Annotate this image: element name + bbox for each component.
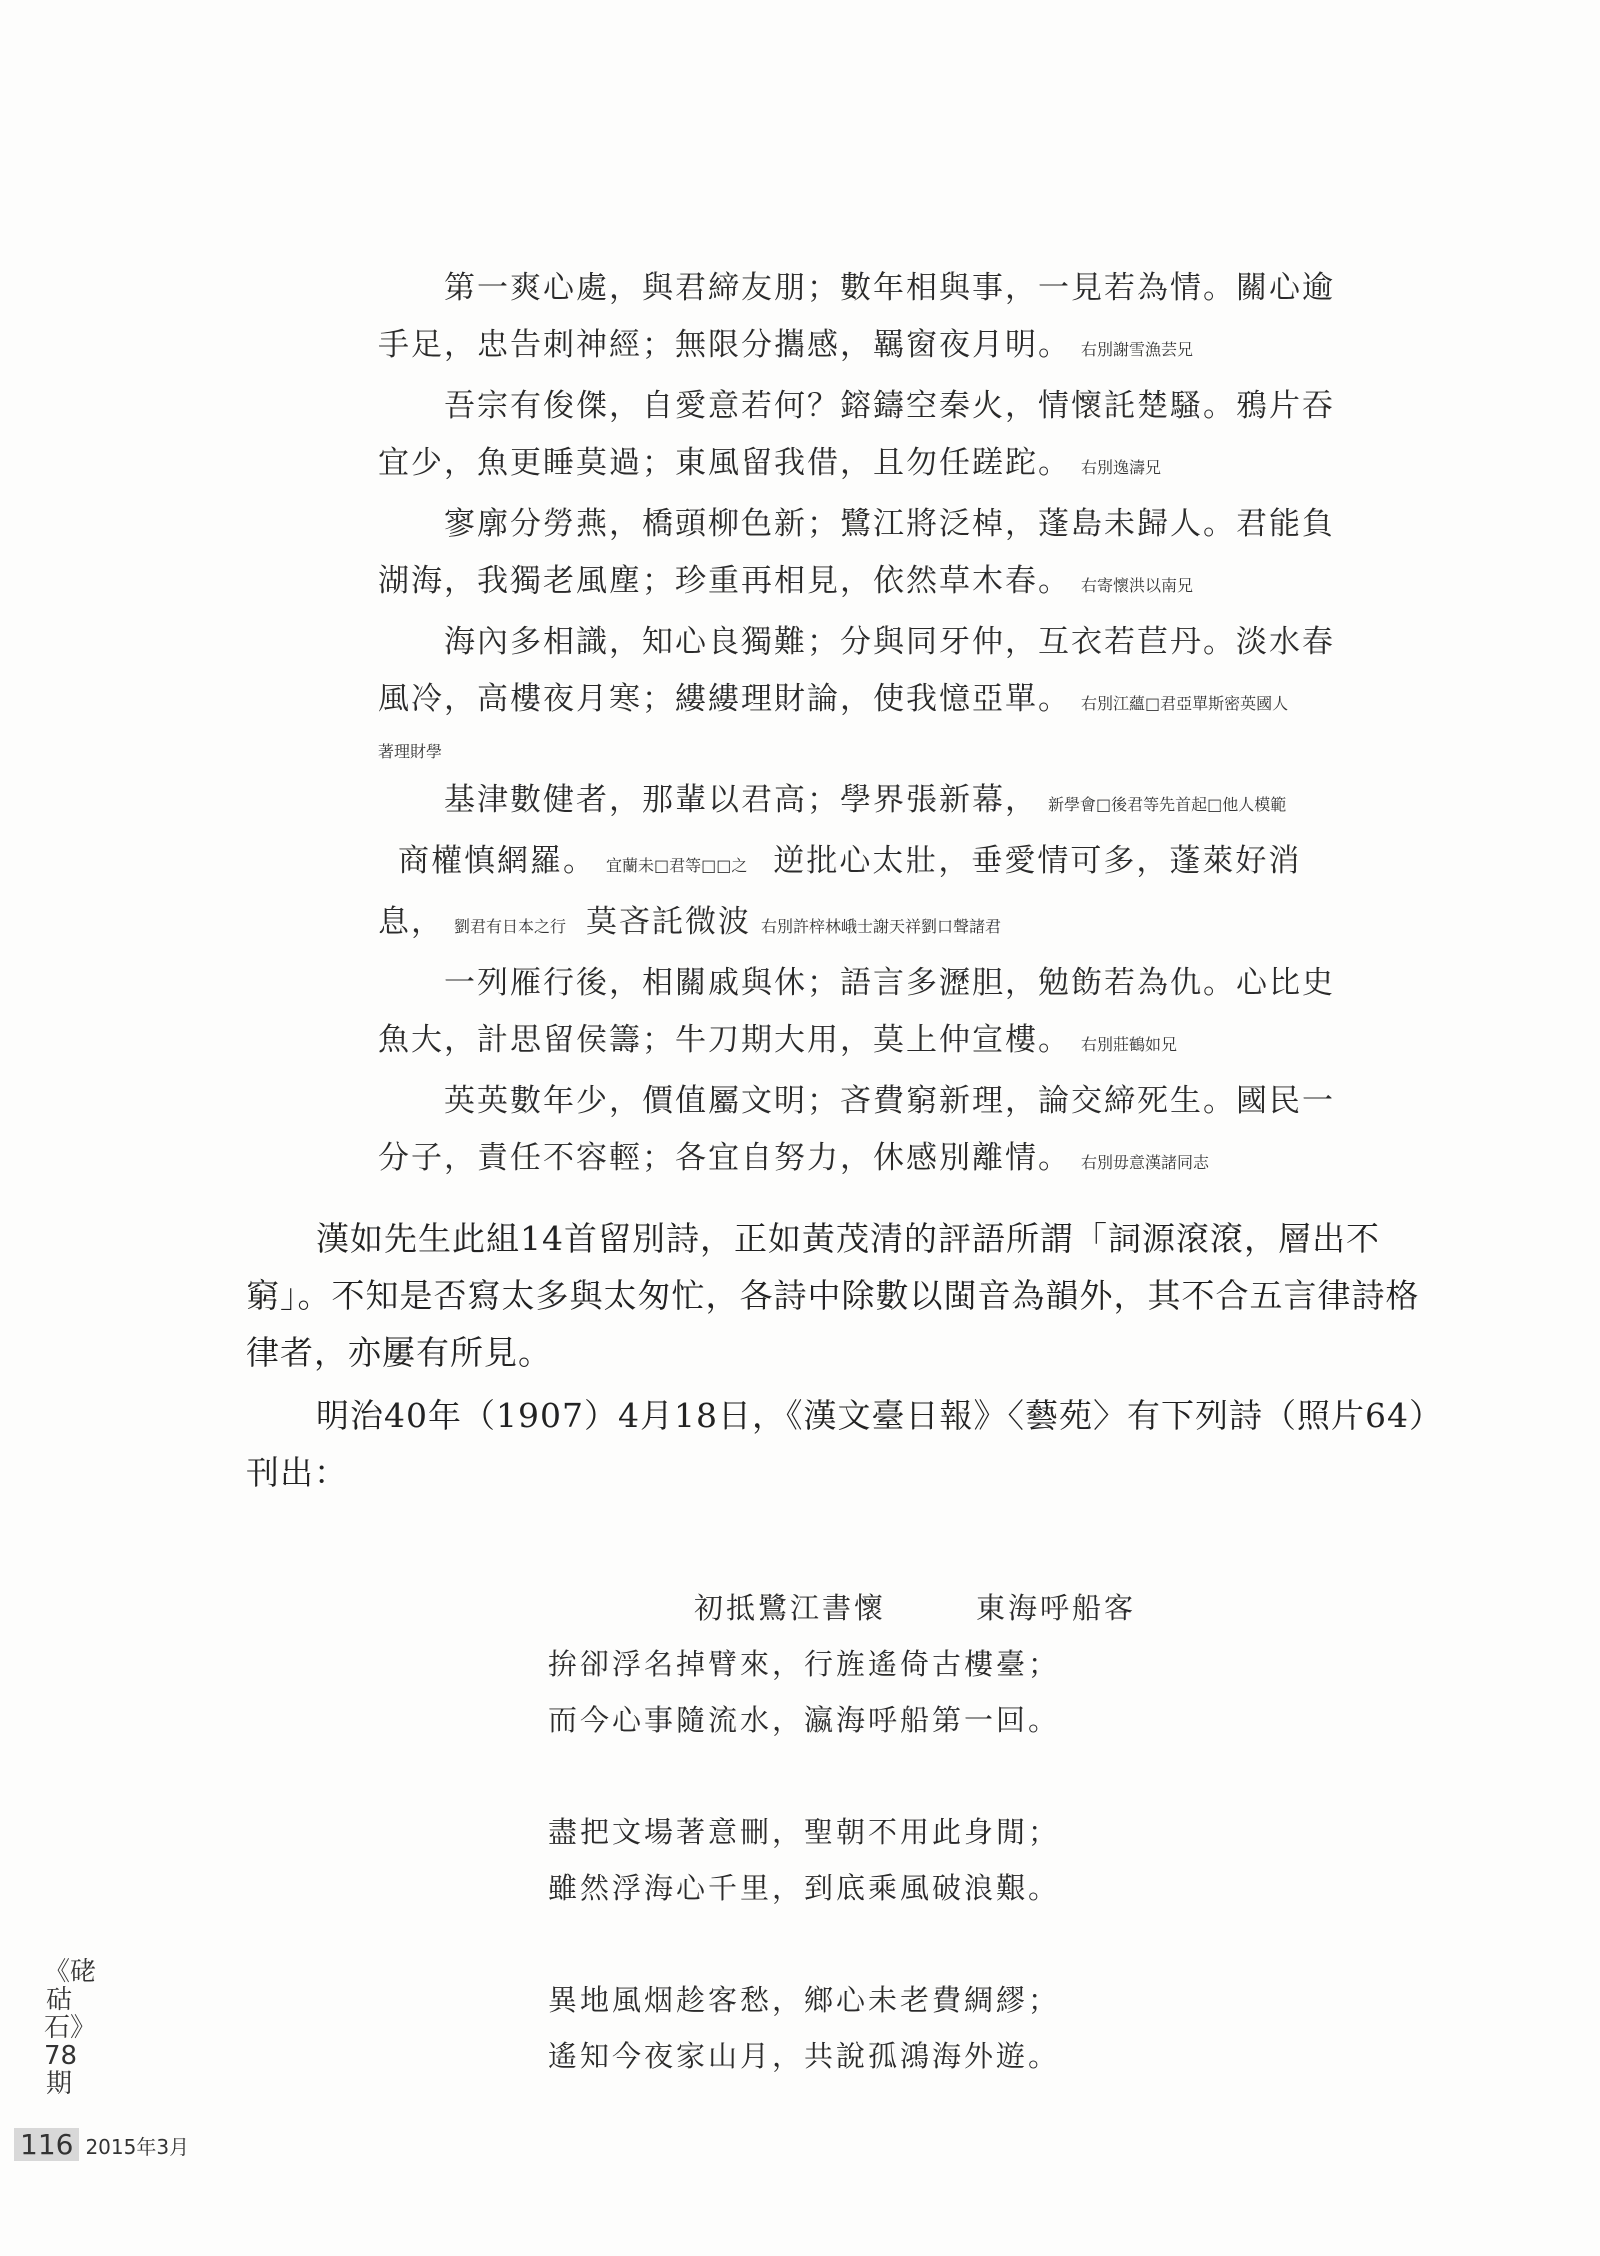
poem-line: 第一爽心處，與君締友朋；數年相與事，一見若為情。關心逾 [444,270,1335,306]
poem-line: 吾宗有俊傑，自愛意若何？鎔鑄空秦火，情懷託楚騷。鴉片吞 [444,388,1335,424]
poem-line: 魚大，計思留侯籌；牛刀期大用，莫上仲宣樓。 [378,1022,1071,1058]
poem-line: 基津數健者，那輩以君高；學界張新幕， [444,782,1038,818]
inline-note: 劉君有日本之行 [454,917,567,936]
poem-line: 商權慎網羅。 [398,843,596,879]
commentary [246,1210,1436,1507]
poem-1 [378,260,1438,378]
poem-line: 莫吝託微波 [586,904,752,940]
poem-note-continued: 著理財學 [378,742,443,761]
stanza [548,1636,1248,1748]
poem-2 [378,378,1438,496]
quoted-poem-author: 東海呼船客 [976,1591,1137,1625]
poem-5 [378,772,1438,955]
verse-line: 異地風烟趁客愁，鄉心未老費綢繆； [548,1983,1061,2017]
stanza [548,1972,1248,2084]
poem-section [378,260,1438,1191]
poem-line: 手足，忠告刺神經；無限分攜感，羈窗夜月明。 [378,327,1071,363]
commentary-paragraph: 明治40年（1907）4月18日，《漢文臺日報》〈藝苑〉有下列詩（照片64）刊出： [246,1396,1427,1492]
poem-note: 右別毋意漢諸同志 [1081,1153,1210,1172]
quoted-poem-heading [548,1580,1248,1636]
poem-3 [378,496,1438,614]
verse-line: 雖然浮海心千里，到底乘風破浪艱。 [548,1871,1061,1905]
poem-7 [378,1073,1438,1191]
poem-line: 分子，責任不容輕；各宜自努力，休感別離情。 [378,1140,1071,1176]
quoted-poem-title: 初抵鷺江書懷 [694,1591,887,1625]
poem-line: 逆批心太壯，垂愛情可多，蓬萊好消 [773,843,1302,879]
poem-note: 右別逸濤兄 [1081,458,1162,477]
verse-line: 盡把文場著意刪，聖朝不用此身閒； [548,1815,1061,1849]
stanza [548,1804,1248,1916]
page-number: 116 [14,2128,79,2161]
poem-6 [378,955,1438,1073]
journal-name-vertical: 《硓𥑮石》78期 [44,1957,97,2099]
issue-date: 2015年3月 [85,2135,190,2159]
poem-note: 右別謝雪漁芸兄 [1081,340,1194,359]
page-footer [14,2128,189,2161]
poem-line: 英英數年少，價值屬文明；吝費窮新理，論交締死生。國民一 [444,1083,1335,1119]
quoted-poem [548,1580,1248,2140]
commentary-paragraph: 漢如先生此組14首留別詩，正如黃茂清的評語所謂「詞源滾滾，層出不窮」。不知是否寫太多與太匆忙，各詩中除數以閩音為韻外，其不合五言律詩格律者，亦屢有所見。 [246,1219,1420,1372]
poem-note: 右別江蘊□君亞單斯密英國人 [1081,694,1289,713]
poem-line: 海內多相識，知心良獨難；分與同牙仲，互衣若苣丹。淡水春 [444,624,1335,660]
poem-line: 一列雁行後，相關戚與休；語言多瀝胆，勉飭若為仇。心比史 [444,965,1335,1001]
verse-line: 遙知今夜家山月，共說孤鴻海外遊。 [548,2039,1061,2073]
verse-line: 而今心事隨流水，瀛海呼船第一回。 [548,1703,1061,1737]
inline-note: 宜蘭未□君等□□之 [606,856,748,875]
poem-4 [378,614,1438,772]
poem-note: 右別許梓林峨士謝天祥劉口聲諸君 [761,917,1002,936]
inline-note: 新學會□後君等先首起□他人模範 [1048,795,1287,814]
verse-line: 拚卻浮名掉臂來，行旌遙倚古樓臺； [548,1647,1061,1681]
poem-note: 右別莊鶴如兄 [1081,1035,1178,1054]
poem-line: 風冷，高樓夜月寒；縷縷理財論，使我憶亞單。 [378,681,1071,717]
poem-note: 右寄懷洪以南兄 [1081,576,1194,595]
poem-line: 宜少，魚更睡莫過；東風留我借，且勿任蹉跎。 [378,445,1071,481]
poem-line: 寥廓分勞燕，橋頭柳色新；鷺江將泛棹，蓬島未歸人。君能負 [444,506,1335,542]
poem-line: 息， [378,904,444,940]
poem-line: 湖海，我獨老風塵；珍重再相見，依然草木春。 [378,563,1071,599]
